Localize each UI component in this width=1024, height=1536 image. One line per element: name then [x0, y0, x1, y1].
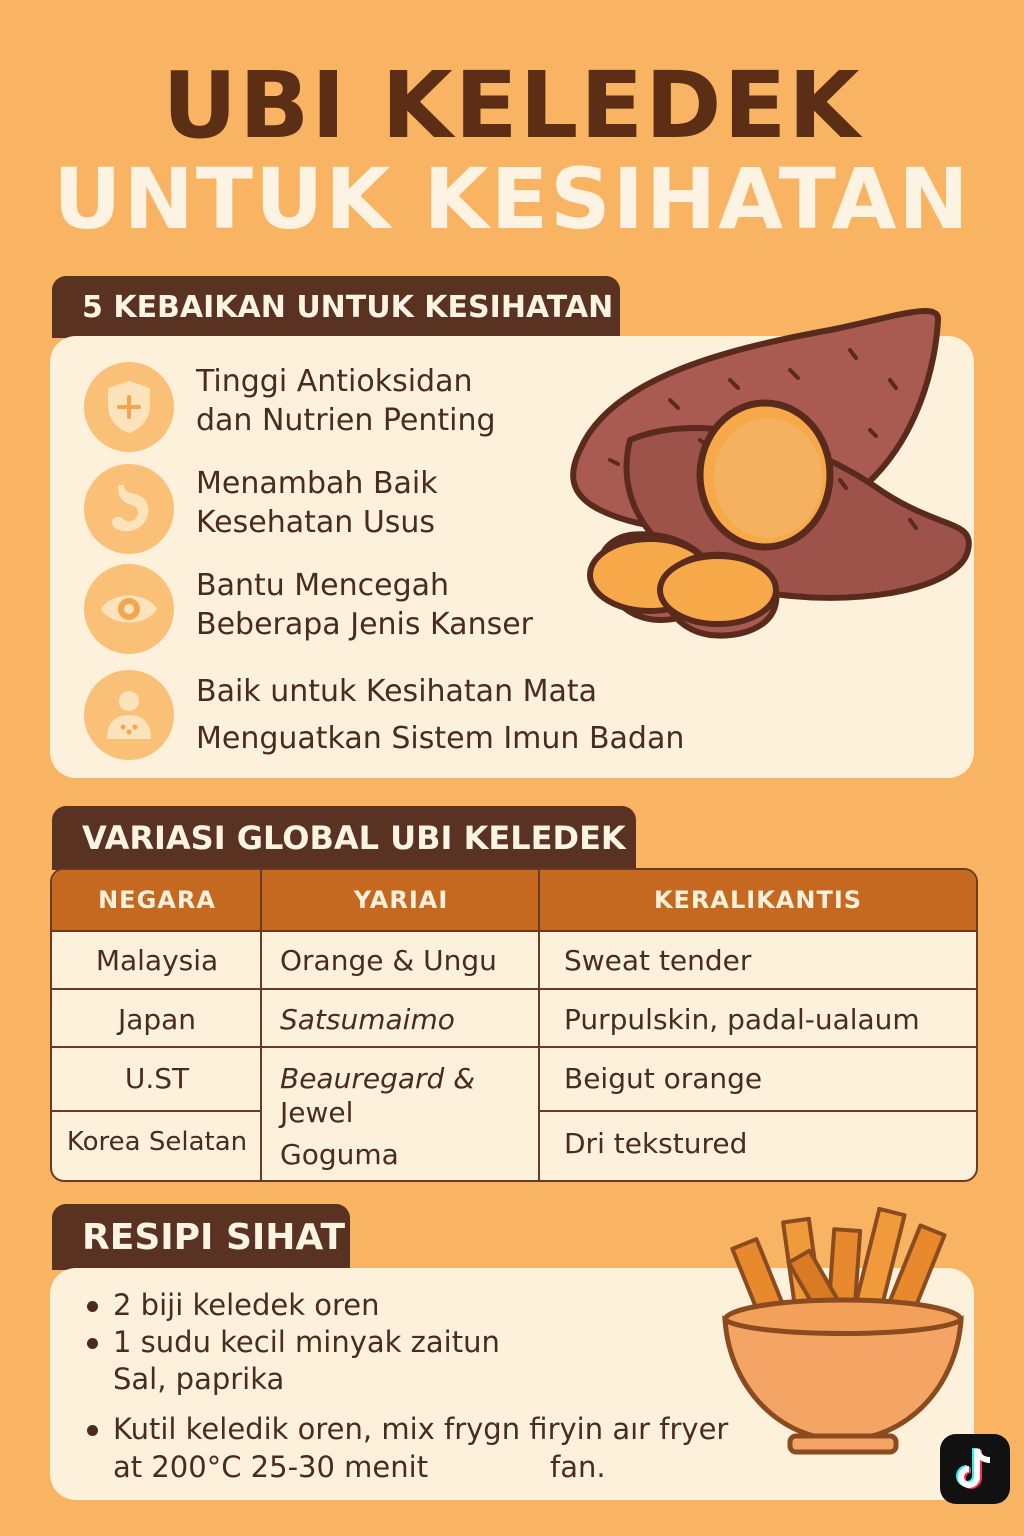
variations-table — [50, 868, 978, 1182]
benefits-header-label: 5 KEBAIKAN UNTUK KESIHATAN — [82, 289, 614, 325]
table-divider — [52, 1110, 262, 1112]
recipe-item: at 200°C 25-30 menit — [113, 1450, 429, 1484]
table-cell-traits: Purpulskin, padal-ualaum — [564, 1003, 920, 1036]
benefit-item-2 — [196, 464, 438, 542]
table-cell-traits: Beigut orange — [564, 1062, 763, 1095]
table-cell-traits: Dri tekstured — [564, 1127, 748, 1160]
benefit-item-3 — [196, 566, 533, 644]
benefit-item-2-line1: Menambah Baik — [196, 466, 438, 501]
bullet-dot — [87, 1301, 98, 1312]
table-cell-variety-extra: Goguma — [280, 1138, 399, 1171]
table-divider — [52, 930, 976, 932]
recipe-item: Kutil keledik oren, mix frygn firyin aır fryer — [113, 1412, 729, 1446]
table-cell-variety: Beauregard & — [280, 1062, 476, 1095]
benefit-item-1-line2: dan Nutrien Penting — [196, 403, 496, 438]
shield-plus-icon — [84, 362, 174, 452]
table-divider — [52, 1046, 976, 1048]
table-cell-country: U.ST — [124, 1062, 190, 1095]
benefit-item-3-line2: Beberapa Jenis Kanser — [196, 607, 534, 642]
sweet-potato-illustration — [550, 290, 980, 670]
table-cell-country: Korea Selatan — [66, 1127, 248, 1157]
stomach-icon — [84, 464, 174, 554]
benefit-item-2-line2: Kesehatan Usus — [196, 505, 436, 540]
column-header-variety: YARIAI — [262, 870, 540, 930]
table-cell-variety: Orange & Ungu — [280, 944, 497, 977]
eye-icon — [84, 564, 174, 654]
tiktok-logo-icon — [940, 1434, 1010, 1504]
title-line-1: UBI KELEDEK — [162, 52, 862, 159]
variations-header — [52, 806, 636, 870]
table-divider — [538, 870, 540, 1180]
person-immune-icon — [84, 670, 174, 760]
fries-bowl-illustration — [712, 1200, 974, 1462]
table-cell-variety: Satsumaimo — [280, 1003, 455, 1036]
title-line-2: UNTUK KESIHATAN — [53, 150, 971, 248]
benefit-item-4-line1: Baik untuk Kesihatan Mata — [196, 674, 598, 709]
table-cell-country: Malaysia — [95, 944, 219, 977]
recipe-header — [52, 1204, 350, 1270]
column-header-traits: KERALIKANTIS — [540, 870, 976, 930]
benefit-item-1-line1: Tinggi Antioksidan — [196, 364, 473, 399]
variations-header-label: VARIASI GLOBAL UBI KELEDEK — [82, 819, 626, 857]
table-divider — [540, 1110, 976, 1112]
benefit-item-4 — [196, 668, 684, 762]
recipe-header-label: RESIPI SIHAT — [82, 1216, 346, 1258]
table-cell-country: Japan — [117, 1003, 197, 1036]
table-cell-variety: Jewel — [280, 1096, 354, 1129]
bullet-dot — [87, 1338, 98, 1349]
benefits-header — [52, 276, 620, 338]
bullet-dot — [87, 1425, 98, 1436]
recipe-item: 2 biji keledek oren — [113, 1288, 380, 1322]
table-divider — [52, 988, 976, 990]
recipe-item: fan. — [550, 1450, 606, 1484]
benefit-item-1 — [196, 362, 496, 440]
table-cell-traits: Sweat tender — [564, 944, 752, 977]
recipe-item: Sal, paprika — [113, 1362, 285, 1396]
benefit-item-3-line1: Bantu Mencegah — [196, 568, 450, 603]
benefit-item-4-line2: Menguatkan Sistem Imun Badan — [196, 721, 685, 756]
recipe-item: 1 sudu kecil minyak zaitun — [113, 1325, 500, 1359]
column-header-country: NEGARA — [52, 870, 262, 930]
